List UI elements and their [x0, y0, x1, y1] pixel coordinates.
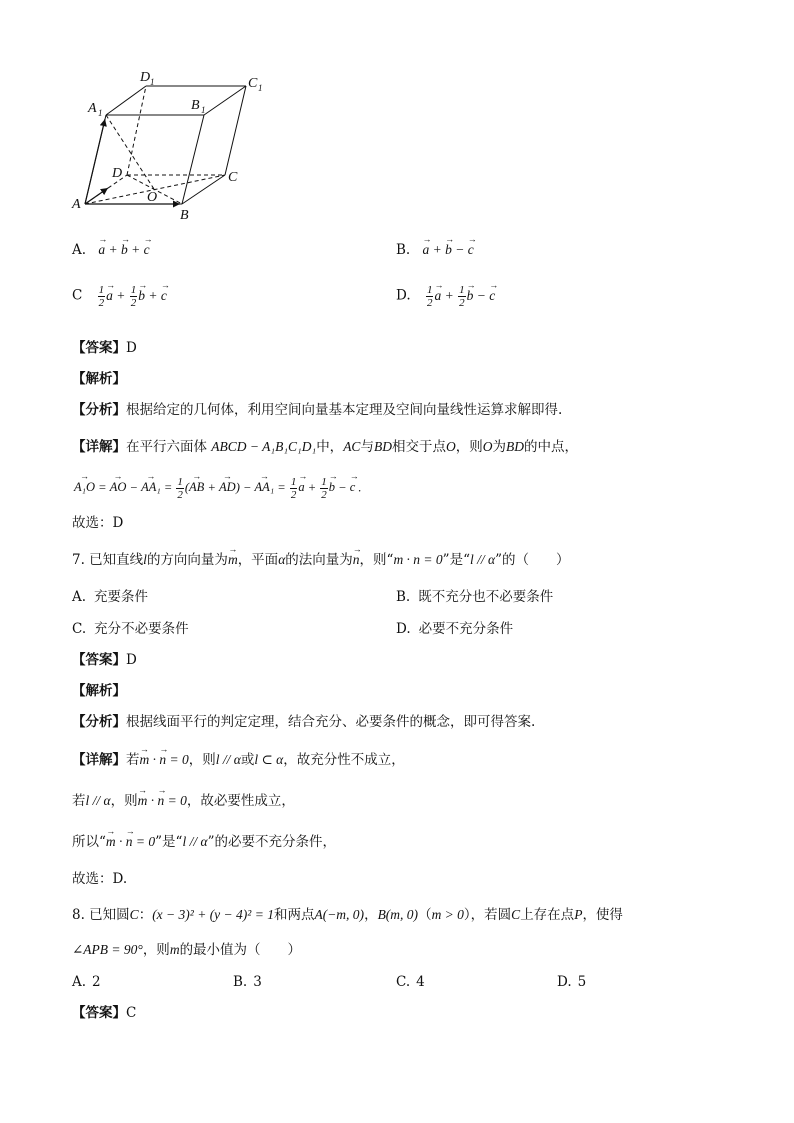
q8-option-a: A. 2 [72, 974, 101, 990]
q8-stem-line2: ∠APB = 90°，则m的最小值为（ ） [72, 942, 302, 958]
q8-option-b: B. 3 [233, 974, 262, 990]
label-O: O [147, 190, 158, 205]
label-C1-sub: 1 [258, 83, 263, 93]
q6-option-b: B. → a + → b − → c [396, 241, 474, 259]
q7-conclusion: 故选：D. [72, 871, 128, 887]
q6-conclusion: 故选：D [72, 515, 124, 531]
q7-xiangjie-line2: 若l // α，则→ m · → n = 0，故必要性成立， [72, 792, 295, 810]
q7-answer: 【答案】D [72, 652, 137, 668]
q7-xiangjie-line3: 所以“→ m · → n = 0”是“l // α”的必要不充分条件， [72, 833, 336, 851]
label-B1: B [191, 98, 200, 113]
q7-option-b: B. 既不充分也不必要条件 [396, 589, 554, 605]
q7-analysis-tag: 【解析】 [72, 683, 126, 699]
label-C1: C [248, 76, 258, 91]
label-A1: A [88, 101, 97, 116]
q7-fenxi: 【分析】根据线面平行的判定定理，结合充分、必要条件的概念，即可得答案. [72, 714, 536, 730]
q7-option-c: C. 充分不必要条件 [72, 621, 189, 637]
label-A1-sub: 1 [98, 108, 103, 118]
label-C: C [228, 170, 238, 185]
q7-option-a: A. 充要条件 [72, 589, 149, 605]
label-D: D [112, 166, 123, 181]
label-B1-sub: 1 [201, 105, 206, 115]
q6-option-d: D. $\frac{1}{2}$ → a + $\frac{1}{2}$ → b − → c [396, 284, 495, 309]
q6-answer: 【答案】D [72, 340, 137, 356]
q8-option-d: D. 5 [557, 974, 587, 990]
vector-AA1 [85, 119, 105, 204]
q6-derivation: → A₁O = → AO − → AA₁ = $\frac{1}{2}$ (→ AB + → AD) − → AA₁ = $\frac{1}{2}$ → a + $\frac{1}{2}$ → b − → c . [74, 476, 362, 501]
q8-answer: 【答案】C [72, 1005, 137, 1021]
q6-option-c: C $\frac{1}{2}$ → a + $\frac{1}{2}$ → b + → c [72, 284, 167, 309]
vec-a: → a [98, 241, 105, 259]
parallelepiped-figure [70, 65, 280, 225]
label-A: A [72, 197, 81, 212]
q7-xiangjie-line1: 【详解】若→ m · → n = 0，则l // α或l ⊂ α，故充分性不成立， [72, 751, 405, 769]
q6-analysis-tag: 【解析】 [72, 371, 126, 387]
label-D1-sub: 1 [150, 77, 155, 87]
label-D1: D [140, 70, 151, 85]
label-B: B [180, 208, 189, 223]
q7-stem: 7. 已知直线l的方向向量为→ m，平面α的法向量为→ n，则“m · n = 0”是“l // α”的（ ） [72, 551, 569, 569]
q8-option-c: C. 4 [396, 974, 425, 990]
q6-option-a: A. → a + → b + → c [72, 241, 150, 259]
solid-edges [85, 86, 246, 204]
hidden-edges [85, 86, 225, 204]
q7-option-d: D. 必要不充分条件 [396, 621, 514, 637]
q6-fenxi: 【分析】根据给定的几何体，利用空间向量基本定理及空间向量线性运算求解即得. [72, 402, 563, 418]
q6-xiangjie: 【详解】在平行六面体 ABCD − A₁B₁C₁D₁中，AC与BD相交于点O，则O为BD的中点， [72, 439, 578, 455]
q8-stem-line1: 8. 已知圆C：(x − 3)² + (y − 4)² = 1和两点A(−m, 0)，B(m, 0)（m > 0），若圆C上存在点P，使得 [72, 907, 623, 923]
